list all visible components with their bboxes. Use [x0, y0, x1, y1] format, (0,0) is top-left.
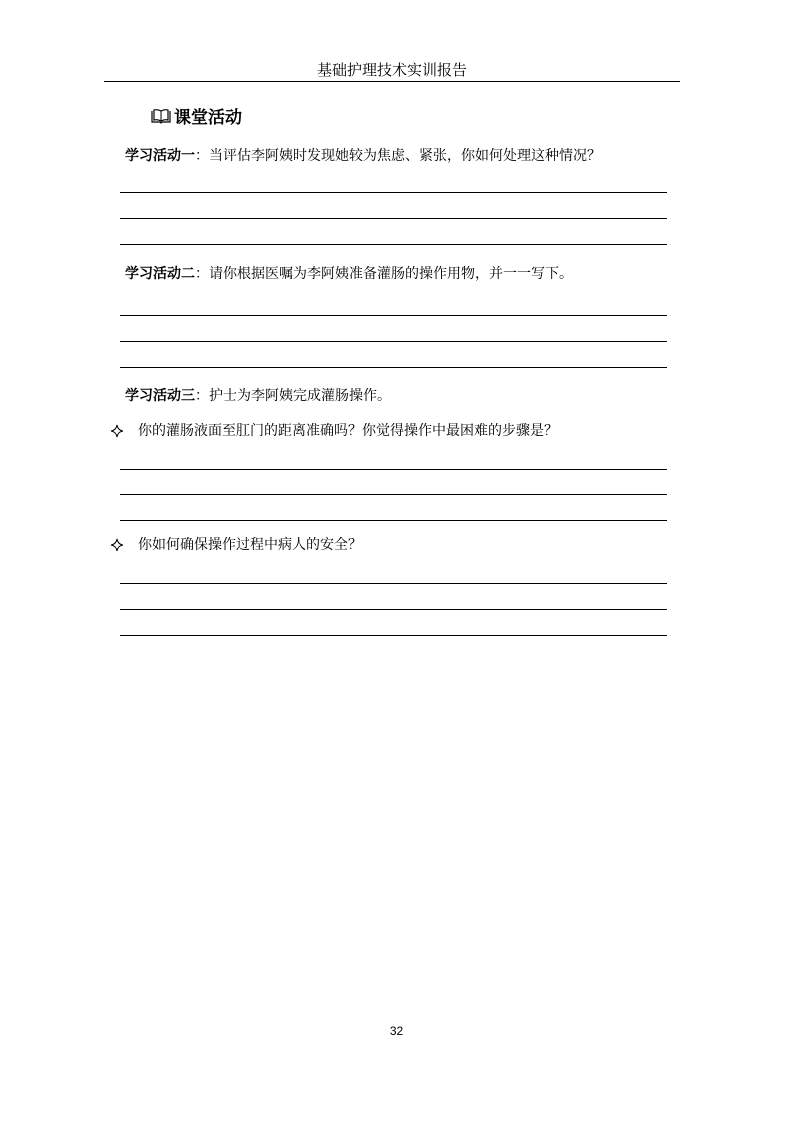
answer-line[interactable] — [120, 244, 667, 245]
question-item-1 — [110, 421, 558, 441]
answer-line[interactable] — [120, 192, 667, 193]
answer-line[interactable] — [120, 583, 667, 584]
question-item-2 — [110, 535, 362, 555]
learning-activity-3 — [125, 386, 391, 406]
diamond-bullet-icon — [110, 424, 124, 438]
question-text: 你的灌肠液面至肛门的距离准确吗？你觉得操作中最困难的步骤是？ — [138, 423, 558, 439]
activity-label: 学习活动一 — [125, 148, 195, 164]
activity-label: 学习活动三 — [125, 388, 195, 404]
book-icon — [150, 107, 172, 125]
activity-prompt: 当评估李阿姨时发现她较为焦虑、紧张，你如何处理这种情况？ — [209, 148, 601, 164]
activity-prompt: 护士为李阿姨完成灌肠操作。 — [209, 388, 391, 404]
diamond-bullet-icon — [110, 538, 124, 552]
page-header-title: 基础护理技术实训报告 — [316, 61, 467, 79]
answer-line[interactable] — [120, 341, 667, 342]
section-title — [150, 103, 242, 128]
learning-activity-2 — [125, 264, 573, 284]
section-title-text: 课堂活动 — [174, 108, 242, 128]
activity-separator: ： — [195, 266, 209, 282]
answer-line[interactable] — [120, 315, 667, 316]
answer-line[interactable] — [120, 635, 667, 636]
activity-separator: ： — [195, 148, 209, 164]
activity-separator: ： — [195, 388, 209, 404]
learning-activity-1 — [125, 146, 601, 166]
header-divider — [104, 81, 680, 82]
answer-line[interactable] — [120, 520, 667, 521]
answer-line[interactable] — [120, 218, 667, 219]
answer-line[interactable] — [120, 609, 667, 610]
answer-line[interactable] — [120, 367, 667, 368]
answer-line[interactable] — [120, 469, 667, 470]
activity-label: 学习活动二 — [125, 266, 195, 282]
answer-line[interactable] — [120, 494, 667, 495]
page-number: 32 — [389, 1024, 404, 1038]
question-text: 你如何确保操作过程中病人的安全？ — [138, 537, 362, 553]
activity-prompt: 请你根据医嘱为李阿姨准备灌肠的操作用物，并一一写下。 — [209, 266, 573, 282]
